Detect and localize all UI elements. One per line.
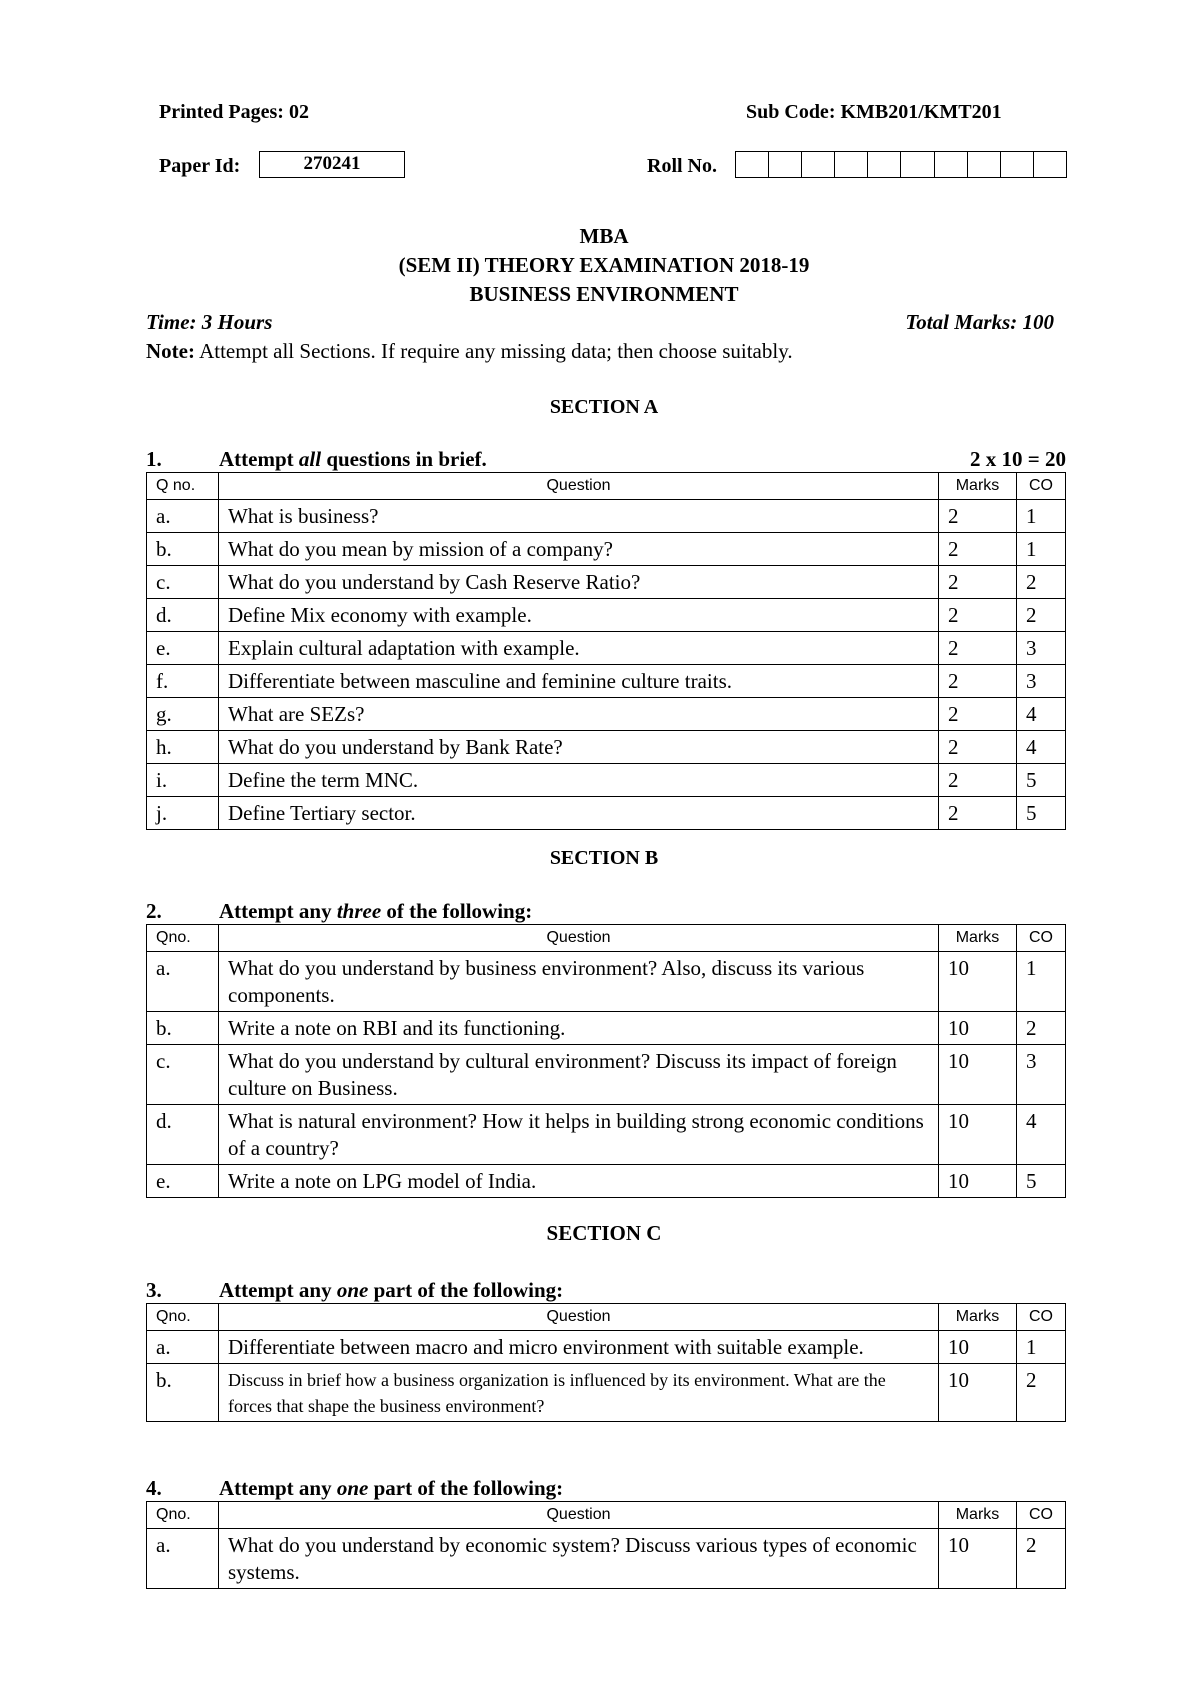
- section-b-instruction: [146, 899, 1066, 924]
- instruction-text: Attempt any: [219, 1278, 337, 1302]
- question-co: 4: [1017, 698, 1066, 731]
- exam-title: (SEM II) THEORY EXAMINATION 2018-19: [398, 253, 810, 277]
- instruction-text: part of the following:: [368, 1476, 564, 1500]
- instruction-emphasis: one: [336, 1278, 369, 1302]
- column-header: Marks: [939, 1502, 1017, 1529]
- instruction-emphasis: three: [336, 899, 382, 923]
- table-row: [147, 1364, 1066, 1422]
- question-marks: 10: [939, 1105, 1017, 1165]
- roll-no-cell: [901, 152, 934, 177]
- question-co: 2: [1017, 1364, 1066, 1422]
- instruction-text: Attempt: [219, 447, 299, 471]
- question-id: b.: [147, 1364, 219, 1422]
- column-header: Marks: [939, 925, 1017, 952]
- question-number: 2.: [146, 899, 162, 923]
- question-text: Explain cultural adaptation with example.: [219, 632, 939, 665]
- table-row: [147, 764, 1066, 797]
- note-label: Note:: [146, 339, 195, 363]
- table-row: [147, 665, 1066, 698]
- table-row: [147, 500, 1066, 533]
- column-header: Qno.: [147, 1304, 219, 1331]
- printed-pages: Printed Pages: 02: [159, 101, 309, 123]
- paper-id-box: 270241: [259, 151, 405, 178]
- column-header: Question: [219, 925, 939, 952]
- column-header: Question: [219, 473, 939, 500]
- question-id: c.: [147, 566, 219, 599]
- table-row: [147, 698, 1066, 731]
- question-id: d.: [147, 1105, 219, 1165]
- question-id: g.: [147, 698, 219, 731]
- question-marks: 10: [939, 1045, 1017, 1105]
- question-id: h.: [147, 731, 219, 764]
- q4-table: [146, 1501, 1066, 1589]
- column-header: CO: [1017, 1304, 1066, 1331]
- table-row: [147, 1105, 1066, 1165]
- table-row: [147, 797, 1066, 830]
- roll-no-cell: [968, 152, 1001, 177]
- section-a-instruction: [146, 447, 1066, 472]
- question-co: 2: [1017, 599, 1066, 632]
- roll-no-cell: [1001, 152, 1034, 177]
- question-co: 1: [1017, 500, 1066, 533]
- question-co: 3: [1017, 632, 1066, 665]
- question-text: What do you understand by business environment? Also, discuss its various components.: [219, 952, 939, 1012]
- roll-no-cell: [935, 152, 968, 177]
- question-co: 2: [1017, 1012, 1066, 1045]
- table-row: [147, 731, 1066, 764]
- question-id: b.: [147, 1012, 219, 1045]
- question-id: c.: [147, 1045, 219, 1105]
- roll-no-cell: [736, 152, 769, 177]
- question-text: Define the term MNC.: [219, 764, 939, 797]
- roll-no-label: Roll No.: [647, 155, 717, 177]
- column-header: Q no.: [147, 473, 219, 500]
- note: [146, 339, 793, 364]
- column-header: CO: [1017, 473, 1066, 500]
- instruction-emphasis: one: [336, 1476, 369, 1500]
- total-marks: Total Marks: 100: [905, 310, 1054, 334]
- question-marks: 2: [939, 797, 1017, 830]
- column-header: Marks: [939, 1304, 1017, 1331]
- question-marks: 10: [939, 1364, 1017, 1422]
- question-text: Discuss in brief how a business organization is influenced by its environment. What are the forces that shape the business environment?: [219, 1364, 939, 1422]
- question-text: Write a note on LPG model of India.: [219, 1165, 939, 1198]
- question-co: 1: [1017, 1331, 1066, 1364]
- roll-no-cell: [1034, 152, 1066, 177]
- question-marks: 10: [939, 952, 1017, 1012]
- table-row: [147, 1045, 1066, 1105]
- table-row: [147, 1012, 1066, 1045]
- question-text: What is natural environment? How it helps in building strong economic conditions of a country?: [219, 1105, 939, 1165]
- question-id: a.: [147, 1529, 219, 1589]
- roll-no-cell: [835, 152, 868, 177]
- table-row: [147, 1165, 1066, 1198]
- question-id: b.: [147, 533, 219, 566]
- question-marks: 10: [939, 1331, 1017, 1364]
- question-marks: 2: [939, 566, 1017, 599]
- subject-title: BUSINESS ENVIRONMENT: [469, 282, 739, 306]
- column-header: Marks: [939, 473, 1017, 500]
- section-a-table: [146, 472, 1066, 830]
- question-co: 3: [1017, 665, 1066, 698]
- instruction-emphasis: all: [298, 447, 322, 471]
- question-co: 2: [1017, 566, 1066, 599]
- question-marks: 10: [939, 1529, 1017, 1589]
- question-co: 4: [1017, 731, 1066, 764]
- question-text: Write a note on RBI and its functioning.: [219, 1012, 939, 1045]
- question-id: j.: [147, 797, 219, 830]
- question-number: 3.: [146, 1278, 162, 1302]
- table-row: [147, 632, 1066, 665]
- column-header: Qno.: [147, 1502, 219, 1529]
- question-id: d.: [147, 599, 219, 632]
- roll-no-cell: [868, 152, 901, 177]
- table-row: [147, 1529, 1066, 1589]
- question-text: Differentiate between masculine and feminine culture traits.: [219, 665, 939, 698]
- section-a-marks: 2 x 10 = 20: [970, 447, 1066, 471]
- question-id: f.: [147, 665, 219, 698]
- column-header: Question: [219, 1502, 939, 1529]
- column-header: Question: [219, 1304, 939, 1331]
- note-text: Attempt all Sections. If require any missing data; then choose suitably.: [199, 339, 793, 363]
- q4-instruction: [146, 1476, 1066, 1501]
- roll-no-cell: [769, 152, 802, 177]
- question-number: 4.: [146, 1476, 162, 1500]
- question-co: 4: [1017, 1105, 1066, 1165]
- sub-code: Sub Code: KMB201/KMT201: [746, 101, 1002, 123]
- question-id: a.: [147, 500, 219, 533]
- question-marks: 2: [939, 632, 1017, 665]
- table-row: [147, 533, 1066, 566]
- instruction-text: part of the following:: [368, 1278, 564, 1302]
- question-text: Define Tertiary sector.: [219, 797, 939, 830]
- question-text: Differentiate between macro and micro environment with suitable example.: [219, 1331, 939, 1364]
- roll-no-boxes: [735, 151, 1067, 178]
- question-marks: 2: [939, 698, 1017, 731]
- question-text: What do you understand by Cash Reserve Ratio?: [219, 566, 939, 599]
- question-text: What do you understand by Bank Rate?: [219, 731, 939, 764]
- question-text: What are SEZs?: [219, 698, 939, 731]
- question-id: e.: [147, 632, 219, 665]
- table-row: [147, 599, 1066, 632]
- instruction-text: Attempt any: [219, 1476, 337, 1500]
- question-marks: 2: [939, 731, 1017, 764]
- column-header: CO: [1017, 925, 1066, 952]
- question-id: a.: [147, 1331, 219, 1364]
- question-marks: 2: [939, 599, 1017, 632]
- question-co: 1: [1017, 533, 1066, 566]
- instruction-text: questions in brief.: [321, 447, 487, 471]
- instruction-text: of the following:: [381, 899, 533, 923]
- instruction-text: Attempt any: [219, 899, 337, 923]
- section-c-heading: SECTION C: [546, 1221, 662, 1245]
- question-co: 5: [1017, 1165, 1066, 1198]
- table-row: [147, 952, 1066, 1012]
- question-text: What is business?: [219, 500, 939, 533]
- question-id: a.: [147, 952, 219, 1012]
- question-marks: 2: [939, 665, 1017, 698]
- table-row: [147, 1331, 1066, 1364]
- roll-no-cell: [802, 152, 835, 177]
- question-co: 2: [1017, 1529, 1066, 1589]
- question-marks: 10: [939, 1165, 1017, 1198]
- question-marks: 10: [939, 1012, 1017, 1045]
- table-row: [147, 566, 1066, 599]
- question-marks: 2: [939, 533, 1017, 566]
- question-number: 1.: [146, 447, 162, 471]
- paper-id-label: Paper Id:: [159, 155, 241, 177]
- question-co: 5: [1017, 797, 1066, 830]
- program-title: MBA: [579, 224, 629, 248]
- question-marks: 2: [939, 500, 1017, 533]
- section-a-heading: SECTION A: [549, 396, 659, 418]
- column-header: Qno.: [147, 925, 219, 952]
- question-id: e.: [147, 1165, 219, 1198]
- q3-table: [146, 1303, 1066, 1422]
- question-marks: 2: [939, 764, 1017, 797]
- section-b-table: [146, 924, 1066, 1198]
- question-id: i.: [147, 764, 219, 797]
- question-text: What do you understand by cultural environment? Discuss its impact of foreign culture on Business.: [219, 1045, 939, 1105]
- question-co: 1: [1017, 952, 1066, 1012]
- question-text: Define Mix economy with example.: [219, 599, 939, 632]
- question-co: 5: [1017, 764, 1066, 797]
- section-b-heading: SECTION B: [549, 847, 659, 869]
- exam-time: Time: 3 Hours: [146, 310, 273, 334]
- column-header: CO: [1017, 1502, 1066, 1529]
- question-co: 3: [1017, 1045, 1066, 1105]
- q3-instruction: [146, 1278, 1066, 1303]
- question-text: What do you understand by economic system? Discuss various types of economic systems.: [219, 1529, 939, 1589]
- question-text: What do you mean by mission of a company?: [219, 533, 939, 566]
